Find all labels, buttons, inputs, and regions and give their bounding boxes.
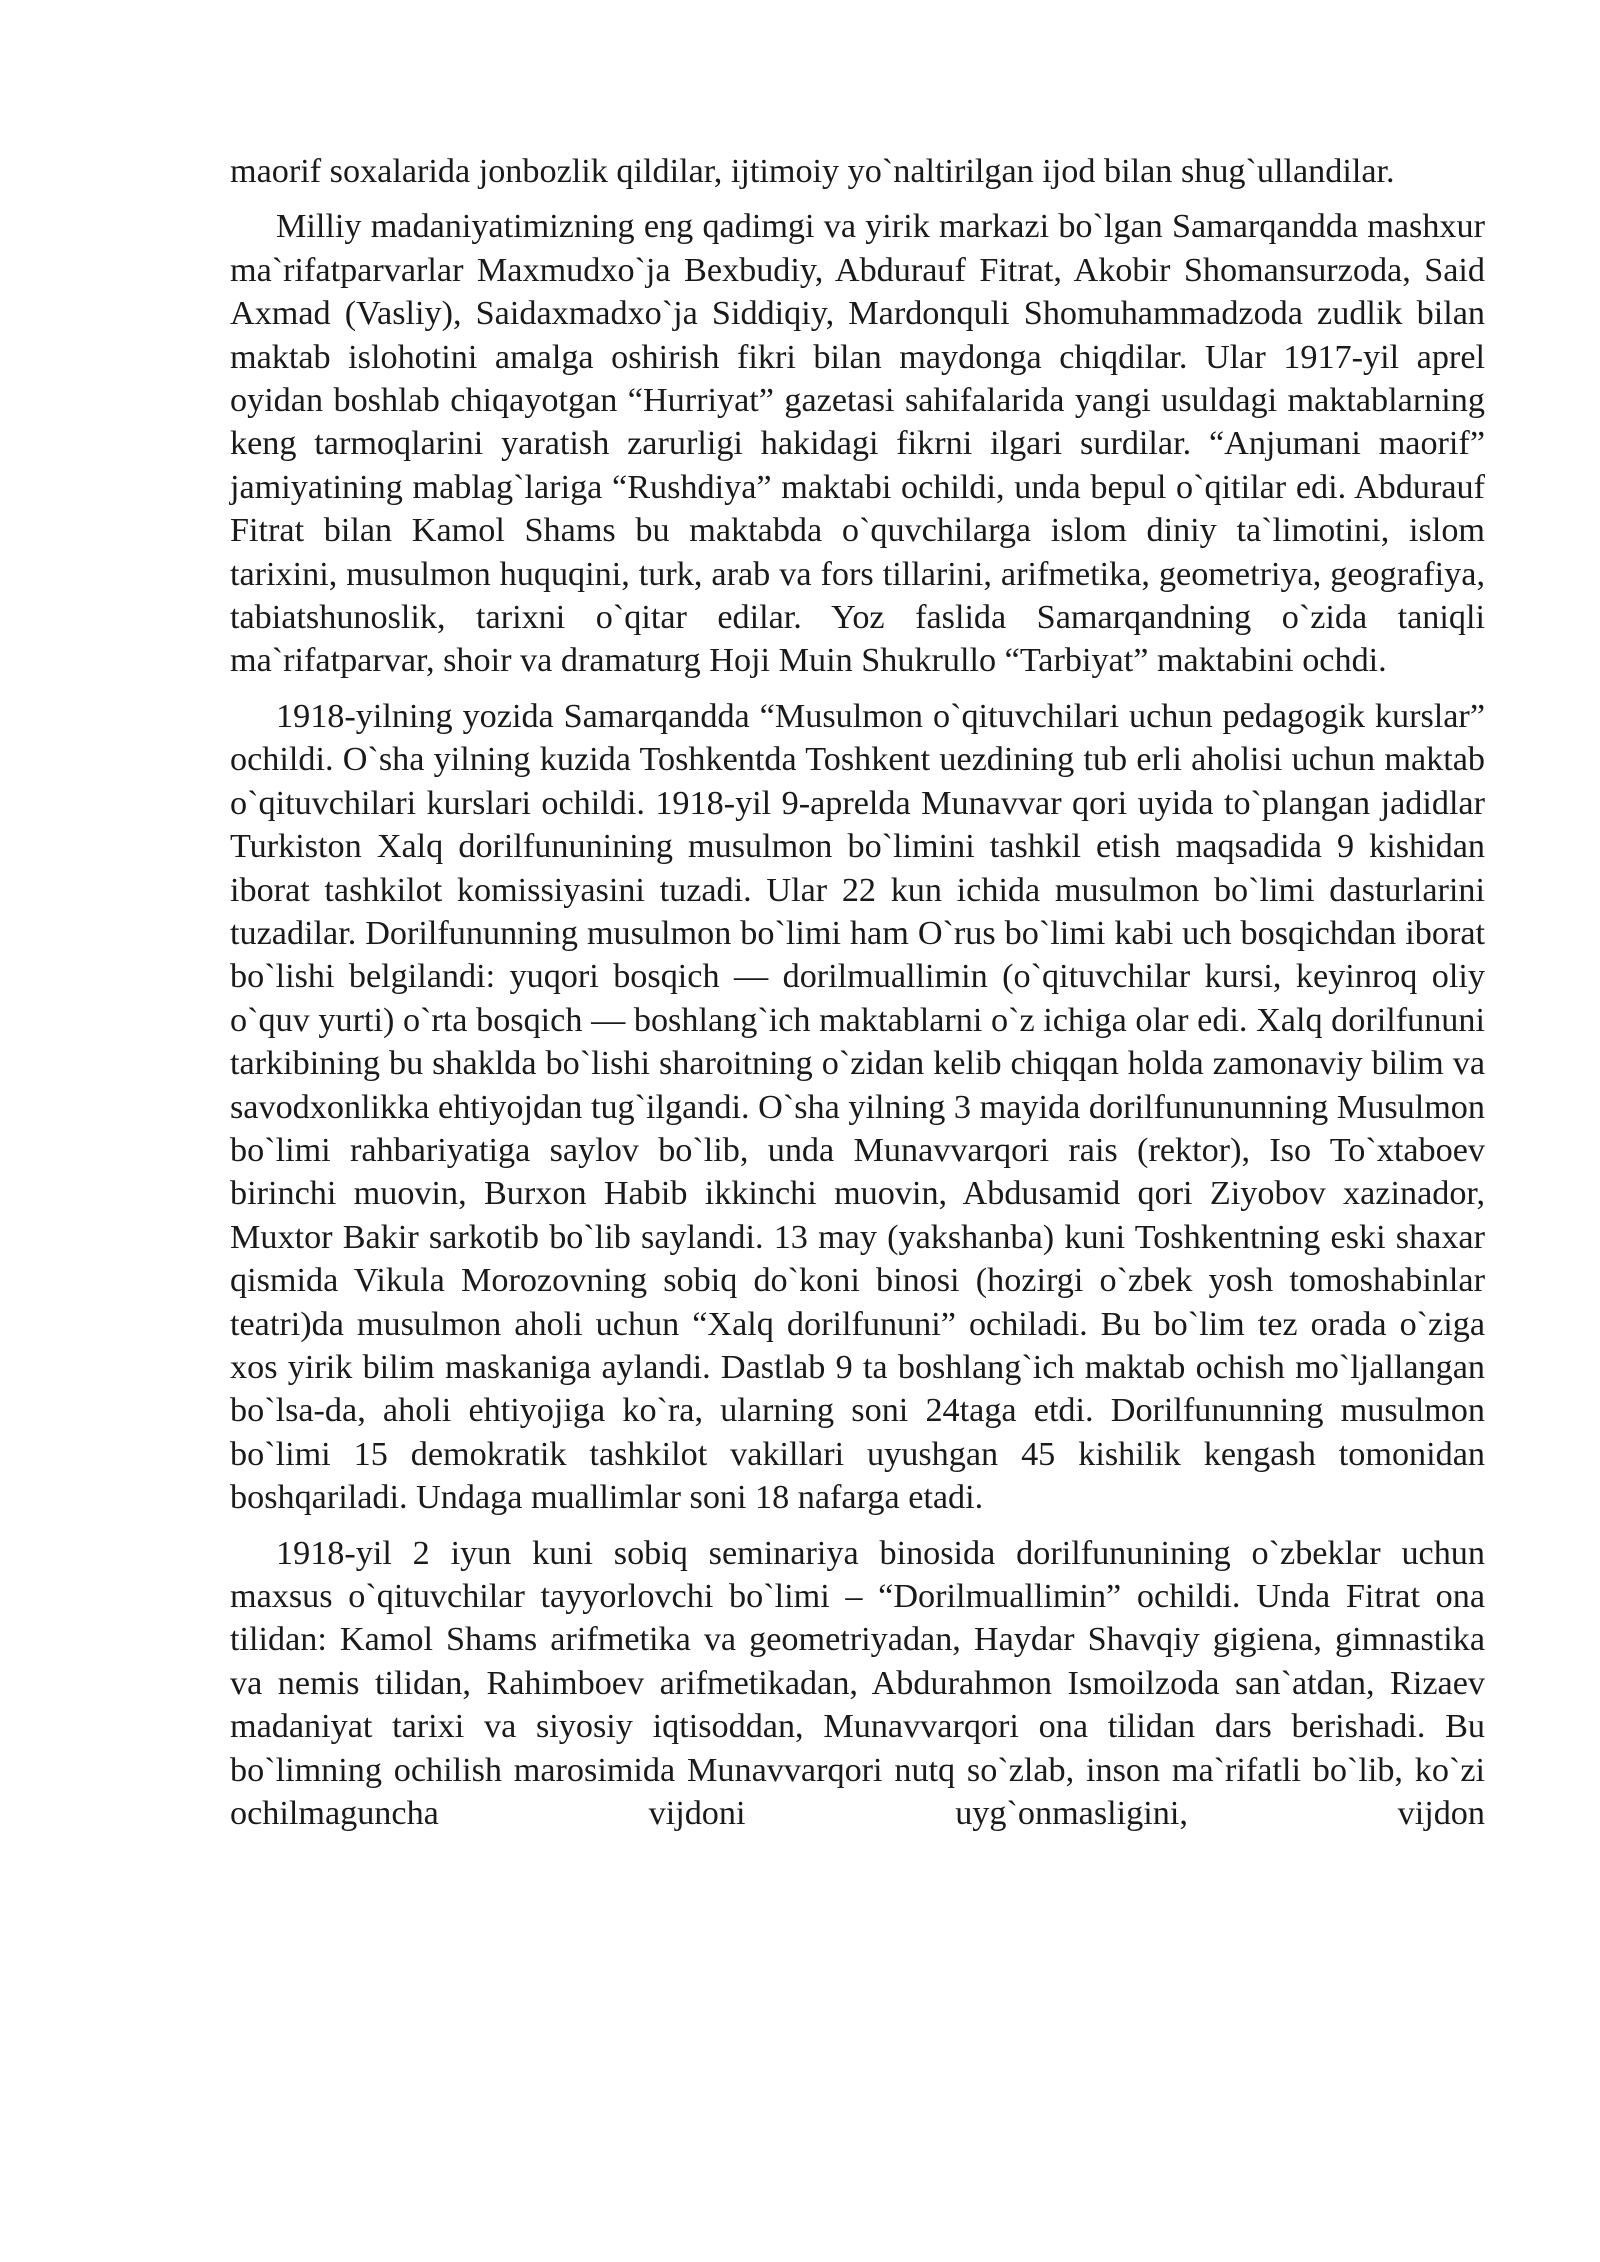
paragraph-samarqand-enlighteners: Milliy madaniyatimizning eng qadimgi va yirik markazi bo`lgan Samarqandda mashxur ma`rifatparvarlar Maxmudxo`ja Bexbudiy, Abdurauf Fitrat, Akobir Shomansurzoda, Said Axmad (Vasliy), Saidaxmadxo`ja Siddiqiy, Mardonquli Shomuhammadzoda zudlik bilan maktab islohotini amalga oshirish fikri bilan maydonga chiqdilar. Ular 1917-yil aprel oyidan boshlab chiqayotgan “Hurriyat” gazetasi sahifalarida yangi usuldagi maktablarning keng tarmoqlarini yaratish zarurligi hakidagi fikrni ilgari surdilar. “Anjumani maorif” jamiyatining mablag`lariga “Rushdiya” maktabi ochildi, unda bepul o`qitilar edi. Abdurauf Fitrat bilan Kamol Shams bu maktabda o`quvchilarga islom diniy ta`limotini, islom tarixini, musulmon huquqini, turk, arab va fors tillarini, arifmetika, geometriya, geografiya, tabiatshunoslik, tarixni o`qitar edilar. Yoz faslida Samarqandning o`zida taniqli ma`rifatparvar, shoir va dramaturg Hoji Muin Shukrullo “Tarbiyat” maktabini ochdi. — [230, 208, 1485, 680]
paragraph-continuation: maorif soxalarida jonbozlik qildilar, ijtimoiy yo`naltirilgan ijod bilan shug`ullandilar. — [230, 153, 1395, 190]
paragraph-dorilmuallimin: 1918-yil 2 iyun kuni sobiq seminariya binosida dorilfununining o`zbeklar uchun maxsus o`qituvchilar tayyorlovchi bo`limi – “Dorilmuallimin” ochildi. Unda Fitrat ona tilidan: Kamol Shams arifmetika va geometriyadan, Haydar Shavqiy gigiena, gimnastika va nemis tilidan, Rahimboev arifmetikadan, Abdurahmon Ismoilzoda san`atdan, Rizaev madaniyat tarixi va siyosiy iqtisoddan, Munavvarqori ona tilidan dars berishadi. Bu bo`limning ochilish marosimida Munavvarqori nutq so`zlab, inson ma`rifatli bo`lib, ko`zi ochilmaguncha vijdoni uyg`onmasligini, vijdon — [230, 1534, 1485, 1833]
paragraph-1918-courses: 1918-yilning yozida Samarqandda “Musulmon o`qituvchilari uchun pedagogik kurslar” ochildi. O`sha yilning kuzida Toshkentda Toshkent uezdining tub erli aholisi uchun maktab o`qituvchilari kurslari ochildi. 1918-yil 9-aprelda Munavvar qori uyida to`plangan jadidlar Turkiston Xalq dorilfununining musulmon bo`limini tashkil etish maqsadida 9 kishidan iborat tashkilot komissiyasini tuzadi. Ular 22 kun ichida musulmon bo`limi dasturlarini tuzadilar. Dorilfununning musulmon bo`limi ham O`rus bo`limi kabi uch bosqichdan iborat bo`lishi belgilandi: yuqori bosqich — dorilmuallimin (o`qituvchilar kursi, keyinroq oliy o`quv yurti) o`rta bosqich — boshlang`ich maktablarni o`z ichiga olar edi. Xalq dorilfununi tarkibining bu shaklda bo`lishi sharoitning o`zidan kelib chiqqan holda zamonaviy bilim va savodxonlikka ehtiyojdan tug`ilgandi. O`sha yilning 3 mayida dorilfunununning Musulmon bo`limi rahbariyatiga saylov bo`lib, unda Munavvarqori rais (rektor), Iso To`xtaboev birinchi muovin, Burxon Habib ikkinchi muovin, Abdusamid qori Ziyobov xazinador, Muxtor Bakir sarkotib bo`lib saylandi. 13 may (yakshanba) kuni Toshkentning eski shaxar qismida Vikula Morozovning sobiq do`koni binosi (hozirgi o`zbek yosh tomoshabinlar teatri)da musulmon aholi uchun “Xalq dorilfununi” ochiladi. Bu bo`lim tez orada o`ziga xos yirik bilim maskaniga aylandi. Dastlab 9 ta boshlang`ich maktab ochish mo`ljallangan bo`lsa-da, aholi ehtiyojiga ko`ra, ularning soni 24taga etdi. Dorilfununning musulmon bo`limi 15 demokratik tashkilot vakillari uyushgan 45 kishilik kengash tomonidan boshqariladi. Undaga muallimlar soni 18 nafarga etadi. — [230, 697, 1485, 1517]
document-page — [230, 150, 1485, 1835]
